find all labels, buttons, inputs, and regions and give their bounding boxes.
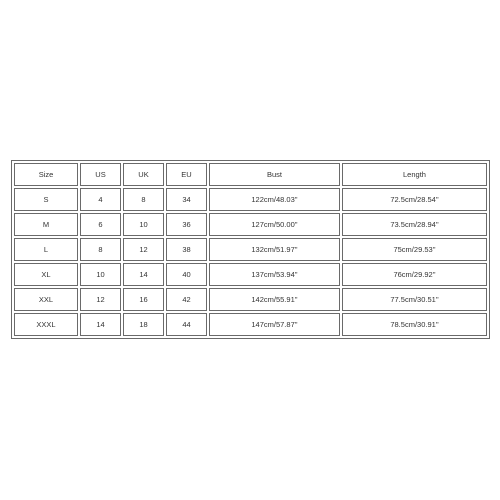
cell-size: L [14, 238, 78, 261]
cell-us: 10 [80, 263, 121, 286]
cell-us: 4 [80, 188, 121, 211]
table-row [14, 313, 487, 336]
cell-eu: 38 [166, 238, 207, 261]
header-bust: Bust [209, 163, 340, 186]
cell-bust: 142cm/55.91'' [209, 288, 340, 311]
cell-length: 75cm/29.53'' [342, 238, 487, 261]
table-header-row [14, 163, 487, 186]
cell-length: 73.5cm/28.94'' [342, 213, 487, 236]
cell-size: S [14, 188, 78, 211]
cell-bust: 147cm/57.87'' [209, 313, 340, 336]
cell-eu: 40 [166, 263, 207, 286]
cell-length: 72.5cm/28.54'' [342, 188, 487, 211]
header-length: Length [342, 163, 487, 186]
cell-bust: 132cm/51.97'' [209, 238, 340, 261]
cell-bust: 122cm/48.03'' [209, 188, 340, 211]
cell-eu: 42 [166, 288, 207, 311]
cell-bust: 127cm/50.00'' [209, 213, 340, 236]
cell-length: 78.5cm/30.91'' [342, 313, 487, 336]
cell-size: XXL [14, 288, 78, 311]
cell-uk: 18 [123, 313, 164, 336]
cell-size: XL [14, 263, 78, 286]
header-size: Size [14, 163, 78, 186]
cell-us: 6 [80, 213, 121, 236]
header-uk: UK [123, 163, 164, 186]
table-row [14, 288, 487, 311]
header-us: US [80, 163, 121, 186]
cell-uk: 12 [123, 238, 164, 261]
table-row [14, 188, 487, 211]
cell-eu: 44 [166, 313, 207, 336]
cell-uk: 8 [123, 188, 164, 211]
cell-uk: 10 [123, 213, 164, 236]
cell-uk: 14 [123, 263, 164, 286]
size-chart-table [11, 160, 490, 339]
table-row [14, 238, 487, 261]
cell-uk: 16 [123, 288, 164, 311]
cell-length: 76cm/29.92'' [342, 263, 487, 286]
cell-us: 14 [80, 313, 121, 336]
table-row [14, 213, 487, 236]
cell-eu: 36 [166, 213, 207, 236]
cell-bust: 137cm/53.94'' [209, 263, 340, 286]
cell-us: 8 [80, 238, 121, 261]
table-row [14, 263, 487, 286]
cell-us: 12 [80, 288, 121, 311]
cell-eu: 34 [166, 188, 207, 211]
cell-size: XXXL [14, 313, 78, 336]
cell-size: M [14, 213, 78, 236]
header-eu: EU [166, 163, 207, 186]
cell-length: 77.5cm/30.51'' [342, 288, 487, 311]
